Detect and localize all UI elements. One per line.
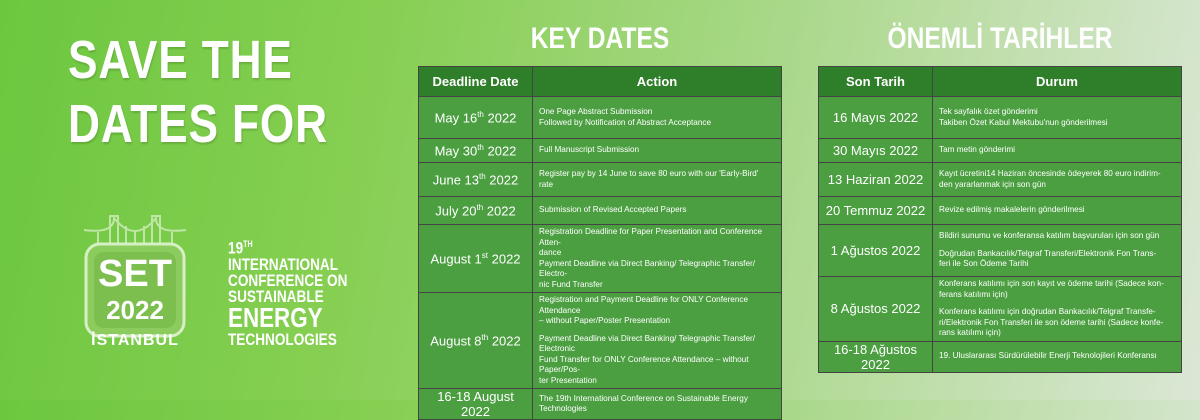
date-text: August 1: [430, 251, 482, 267]
onemli-tarihler-heading: ÖNEMLİ TARİHLER: [887, 22, 1113, 55]
action-line: Tek sayfalık özet gönderimi: [939, 107, 1038, 116]
edition-number: 19: [228, 238, 244, 258]
action-line: Technologies: [539, 404, 587, 413]
date-year: 2022: [488, 251, 521, 267]
action-spacer: [539, 327, 775, 334]
action-line: One Page Abstract Submission: [539, 107, 653, 116]
logo-city-text: İSTANBUL: [91, 332, 179, 349]
action-cell: [933, 341, 1182, 372]
action-spacer: [939, 300, 1175, 307]
deadline-date-cell: [419, 139, 533, 163]
date-ordinal-suffix: th: [477, 142, 484, 152]
action-line: Registration Deadline for Paper Presentation and Conference Atten-: [539, 227, 763, 247]
deadline-date-cell: [419, 225, 533, 293]
action-cell: [533, 225, 782, 293]
table-row: [819, 277, 1182, 342]
action-cell: [933, 225, 1182, 277]
action-line: ter Presentation: [539, 375, 597, 385]
date-year: 2022: [483, 110, 517, 126]
date-text: 20 Temmuz 2022: [825, 203, 926, 218]
deadline-date-cell: [819, 277, 933, 342]
save-the-dates-title: [68, 28, 328, 156]
action-line: dance: [539, 248, 562, 257]
date-ordinal-suffix: st: [481, 250, 488, 260]
deadline-date-cell: [419, 163, 533, 197]
action-cell: [533, 293, 782, 389]
onemli-tarihler-table: [818, 66, 1182, 373]
date-text: May 30: [434, 143, 478, 159]
action-line: Tam metin gönderimi: [939, 145, 1015, 155]
action-cell: [933, 197, 1182, 225]
logo-year-text: 2022: [106, 295, 164, 325]
deadline-date-cell: [819, 225, 933, 277]
table-row: [419, 225, 782, 293]
action-line: ferans katılımı için): [939, 289, 1008, 299]
action-line: Submission of Revised Accepted Papers: [539, 205, 687, 215]
date-text: June 13: [432, 172, 480, 188]
key-dates-table: [418, 66, 782, 420]
table-row: [419, 389, 782, 420]
action-line: Followed by Notification of Abstract Acceptance: [539, 117, 712, 127]
key-dates-heading: KEY DATES: [530, 22, 670, 55]
table-row: [419, 197, 782, 225]
action-line: Revize edilmiş makalelerin gönderilmesi: [939, 205, 1085, 215]
action-line: Doğrudan Bankacılık/Telgraf Transferi/Elektronik Fon Trans-: [939, 248, 1157, 258]
action-cell: [933, 163, 1182, 197]
date-text: 16-18 Ağustos 2022: [833, 341, 918, 372]
action-line: den yararlanmak için son gün: [939, 179, 1046, 189]
action-cell: [533, 197, 782, 225]
deadline-date-cell: [419, 97, 533, 139]
table-row: [419, 139, 782, 163]
action-cell: [533, 389, 782, 420]
action-line: Payment Deadline via Direct Banking/ Telegraphic Transfer/ Electronic: [539, 333, 756, 353]
conf-line-5: TECHNOLOGIES: [228, 329, 337, 349]
action-line: rate: [539, 179, 554, 189]
col-header-durum: Durum: [933, 67, 1182, 97]
action-line: Konferans katılımı için doğrudan Bankacılık/Telgraf Transfe-: [939, 307, 1156, 316]
conf-line-4: ENERGY: [228, 301, 323, 333]
col-header-son-tarih: Son Tarih: [819, 67, 933, 97]
action-cell: [533, 163, 782, 197]
table-row: [819, 197, 1182, 225]
action-line: Takiben Özet Kabul Mektubu'nun gönderilmesi: [939, 117, 1108, 127]
date-ordinal-suffix: th: [479, 171, 486, 181]
conf-line-1: INTERNATIONAL: [228, 254, 339, 274]
date-text: May 16: [434, 110, 478, 126]
action-spacer: [939, 242, 1175, 249]
table-row: [819, 97, 1182, 139]
table-row: [819, 341, 1182, 372]
table-row: [819, 163, 1182, 197]
date-ordinal-suffix: th: [477, 109, 484, 119]
date-text: 16 Mayıs 2022: [832, 110, 919, 125]
action-line: Registration and Payment Deadline for ONLY Conference Attendance: [539, 295, 749, 315]
date-text: July 20: [435, 203, 477, 219]
action-cell: [933, 277, 1182, 342]
title-line-1: SAVE THE: [68, 30, 293, 90]
action-line: rans katılımı için): [939, 328, 1001, 337]
date-text: 8 Ağustos 2022: [830, 301, 921, 317]
action-line: Bildiri sunumu ve konferansa katılım başvuruları için son gün: [939, 231, 1160, 241]
action-line: Payment Deadline via Direct Banking/ Telegraphic Transfer/ Electro-: [539, 258, 756, 278]
col-header-action: Action: [533, 67, 782, 97]
table-row: [819, 139, 1182, 163]
col-header-deadline-date: Deadline Date: [419, 67, 533, 97]
action-line: feri ile Son Ödeme Tarihi: [939, 259, 1029, 269]
action-line: ri/Elektronik Fon Transferi ile son ödeme tarihi (Sadece konfe-: [939, 317, 1164, 327]
deadline-date-cell: [419, 293, 533, 389]
table-row: [419, 97, 782, 139]
deadline-date-cell: [819, 197, 933, 225]
edition-suffix: TH: [243, 239, 253, 249]
action-line: Register pay by 14 June to save 80 euro with our 'Early-Bird': [539, 169, 759, 178]
action-line: nic Fund Transfer: [539, 279, 603, 289]
set-2022-logo: [80, 208, 190, 358]
date-year: 2022: [483, 203, 516, 219]
action-line: Konferans katılımı için son kayıt ve ödeme tarihi (Sadece kon-: [939, 279, 1164, 288]
conf-line-2: CONFERENCE ON: [228, 270, 348, 290]
logo-set-text: SET: [98, 253, 172, 295]
table-row: [419, 293, 782, 389]
date-year: 2022: [485, 172, 519, 188]
deadline-date-cell: [819, 341, 933, 372]
action-cell: [533, 139, 782, 163]
date-ordinal-suffix: th: [481, 332, 489, 342]
deadline-date-cell: [819, 139, 933, 163]
conference-name: [228, 236, 348, 349]
conf-line-3: SUSTAINABLE: [228, 286, 324, 306]
action-line: – without Paper/Poster Presentation: [539, 316, 671, 325]
date-ordinal-suffix: th: [476, 202, 484, 212]
deadline-date-cell: [419, 389, 533, 420]
date-text: August 8: [430, 333, 482, 349]
deadline-date-cell: [819, 163, 933, 197]
date-year: 2022: [488, 333, 521, 349]
action-cell: [933, 139, 1182, 163]
action-line: 19. Uluslararası Sürdürülebilir Enerji Teknolojileri Konferansı: [939, 351, 1157, 361]
action-line: Full Manuscript Submission: [539, 145, 640, 155]
deadline-date-cell: [419, 197, 533, 225]
date-text: 16-18 August 2022: [437, 389, 514, 419]
date-text: 13 Haziran 2022: [827, 172, 924, 187]
action-line: Fund Transfer for ONLY Conference Attendance – without Paper/Pos-: [539, 354, 749, 374]
table-row: [819, 225, 1182, 277]
date-year: 2022: [483, 143, 517, 159]
date-text: 1 Ağustos 2022: [830, 243, 921, 258]
title-line-2: DATES FOR: [68, 94, 328, 154]
deadline-date-cell: [819, 97, 933, 139]
table-row: [419, 163, 782, 197]
action-line: The 19th International Conference on Sustainable Energy: [539, 393, 748, 403]
date-text: 30 Mayıs 2022: [832, 143, 919, 158]
action-cell: [933, 97, 1182, 139]
action-cell: [533, 97, 782, 139]
action-line: Kayıt ücretini14 Haziran öncesinde ödeyerek 80 euro indirim-: [939, 169, 1161, 178]
